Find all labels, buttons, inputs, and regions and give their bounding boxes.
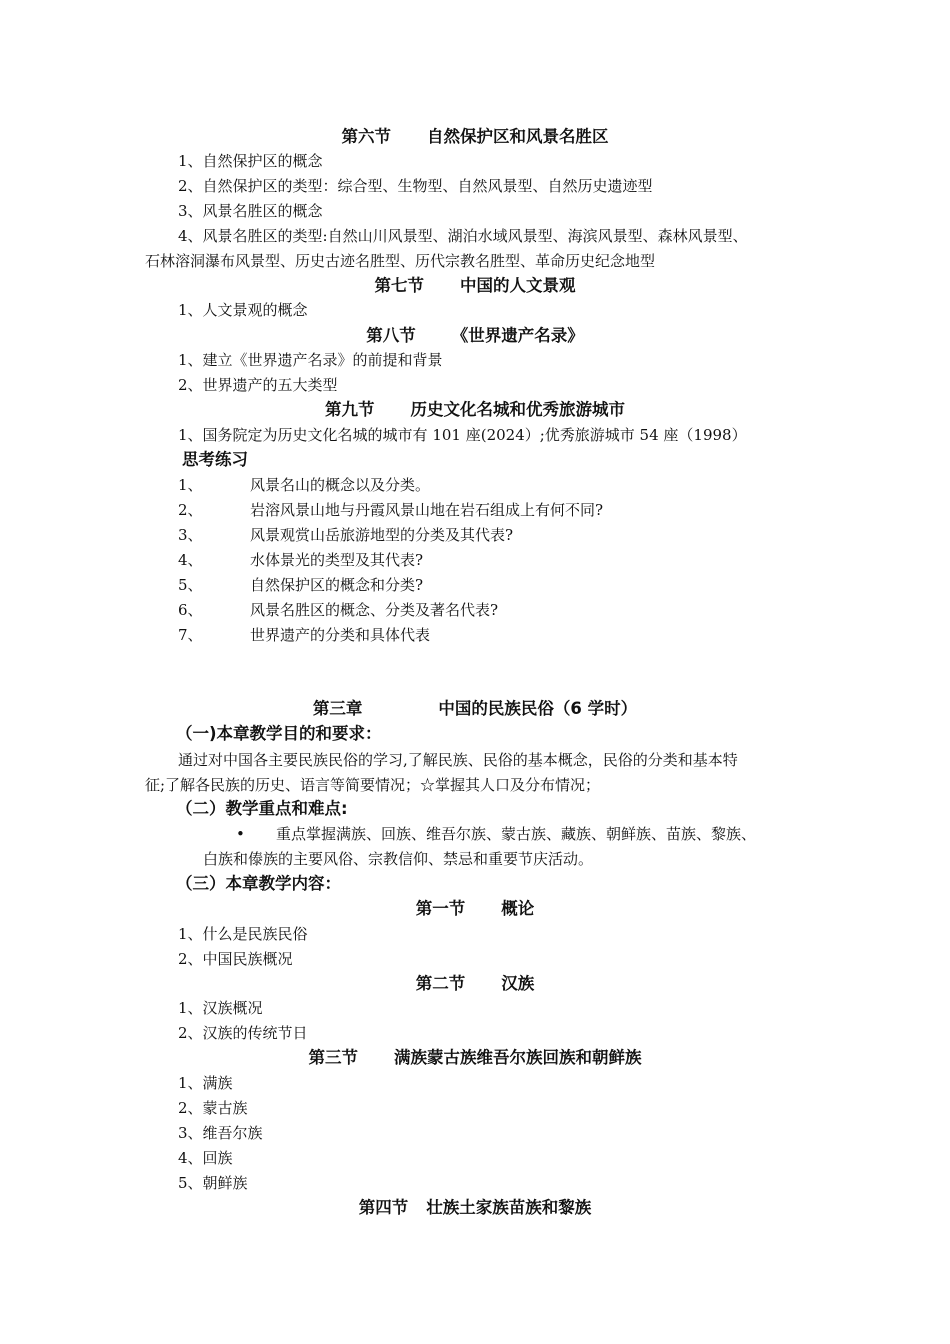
paragraph-line: 征;了解各民族的历史、语言等简要情况；☆掌握其人口及分布情况；: [145, 776, 601, 794]
section-title: 壮族土家族苗族和黎族: [426, 1198, 592, 1217]
list-item: 2、中国民族概况: [178, 950, 293, 968]
list-item: 3、维吾尔族: [178, 1124, 263, 1142]
exercise-item: [178, 475, 430, 495]
section-number: 第四节: [358, 1198, 409, 1217]
list-item: 4、回族: [178, 1149, 233, 1167]
section-7-heading: [0, 275, 950, 297]
section-number: 第六节: [341, 127, 391, 146]
list-item: 1、什么是民族民俗: [178, 925, 308, 943]
exercise-number: 4、: [178, 551, 203, 569]
c3-section-2-heading: [0, 973, 950, 995]
exercise-text: 风景观赏山岳旅游地型的分类及其代表?: [250, 526, 514, 544]
list-item: 1、汉族概况: [178, 999, 263, 1017]
section-title: 中国的人文景观: [460, 276, 576, 295]
exercise-text: 世界遗产的分类和具体代表: [250, 626, 431, 644]
section-title: 满族蒙古族维吾尔族回族和朝鲜族: [394, 1048, 642, 1067]
list-item: 1、自然保护区的概念: [178, 152, 323, 170]
c3-section-3-heading: [0, 1047, 950, 1069]
c3-section-1-heading: [0, 898, 950, 920]
exercise-number: 6、: [178, 601, 203, 619]
section-number: 第七节: [374, 276, 424, 295]
exercise-item: [178, 550, 423, 570]
bullet-icon: •: [236, 825, 245, 843]
list-item: 5、朝鲜族: [178, 1174, 248, 1192]
list-item: 1、国务院定为历史文化名城的城市有 101 座(2024）;优秀旅游城市 54 座（1998）: [178, 426, 747, 444]
exercise-text: 岩溶风景山地与丹霞风景山地在岩石组成上有何不同?: [250, 501, 604, 519]
exercise-number: 1、: [178, 476, 203, 494]
section-title: 《世界遗产名录》: [451, 326, 584, 345]
exercise-item: [178, 525, 513, 545]
section-title: 汉族: [501, 974, 535, 993]
list-item: 2、汉族的传统节日: [178, 1024, 308, 1042]
list-item: 4、风景名胜区的类型:自然山川风景型、湖泊水域风景型、海滨风景型、森林风景型、: [178, 227, 748, 245]
bullet-item: [236, 824, 756, 844]
exercise-text: 自然保护区的概念和分类?: [250, 576, 424, 594]
c3-section-4-heading: [0, 1197, 950, 1219]
exercise-item: [178, 575, 423, 595]
chapter-3-heading: [0, 698, 950, 720]
key-points-heading: （二）教学重点和难点:: [176, 799, 348, 818]
section-8-heading: [0, 325, 950, 347]
chapter-number: 第三章: [312, 699, 363, 718]
bullet-continuation: 白族和傣族的主要风俗、宗教信仰、禁忌和重要节庆活动。: [203, 850, 594, 868]
paragraph-line: 通过对中国各主要民族民俗的学习,了解民族、民俗的基本概念，民俗的分类和基本特: [178, 751, 738, 769]
section-title: 历史文化名城和优秀旅游城市: [410, 400, 625, 419]
exercise-number: 3、: [178, 526, 203, 544]
exercise-text: 风景名山的概念以及分类。: [250, 476, 431, 494]
list-item: 1、建立《世界遗产名录》的前提和背景: [178, 351, 443, 369]
list-item-continuation: 石林溶洞瀑布风景型、历史古迹名胜型、历代宗教名胜型、革命历史纪念地型: [145, 252, 656, 270]
list-item: 3、风景名胜区的概念: [178, 202, 323, 220]
list-item: 2、蒙古族: [178, 1099, 248, 1117]
exercise-text: 风景名胜区的概念、分类及著名代表?: [250, 601, 499, 619]
list-item: 1、满族: [178, 1074, 233, 1092]
section-title: 概论: [501, 899, 535, 918]
chapter-title: 中国的民族民俗（6 学时）: [438, 699, 638, 718]
exercise-number: 7、: [178, 626, 203, 644]
list-item: 2、世界遗产的五大类型: [178, 376, 338, 394]
exercise-item: [178, 625, 430, 645]
exercise-item: [178, 500, 603, 520]
section-9-heading: [0, 399, 950, 421]
exercise-item: [178, 600, 498, 620]
content-heading: （三）本章教学内容：: [176, 874, 341, 893]
exercise-number: 2、: [178, 501, 203, 519]
exercises-heading: 思考练习: [182, 450, 248, 469]
exercise-number: 5、: [178, 576, 203, 594]
exercise-text: 水体景光的类型及其代表?: [250, 551, 424, 569]
bullet-text: 重点掌握满族、回族、维吾尔族、蒙古族、藏族、朝鲜族、苗族、黎族、: [276, 825, 757, 843]
section-title: 自然保护区和风景名胜区: [427, 127, 609, 146]
section-number: 第二节: [415, 974, 466, 993]
goals-heading: （一)本章教学目的和要求：: [176, 724, 382, 743]
list-item: 2、自然保护区的类型：综合型、生物型、自然风景型、自然历史遗迹型: [178, 177, 653, 195]
section-number: 第九节: [325, 400, 375, 419]
section-6-heading: [0, 126, 950, 148]
section-number: 第一节: [415, 899, 466, 918]
list-item: 1、人文景观的概念: [178, 301, 308, 319]
section-number: 第八节: [366, 326, 416, 345]
section-number: 第三节: [308, 1048, 358, 1067]
